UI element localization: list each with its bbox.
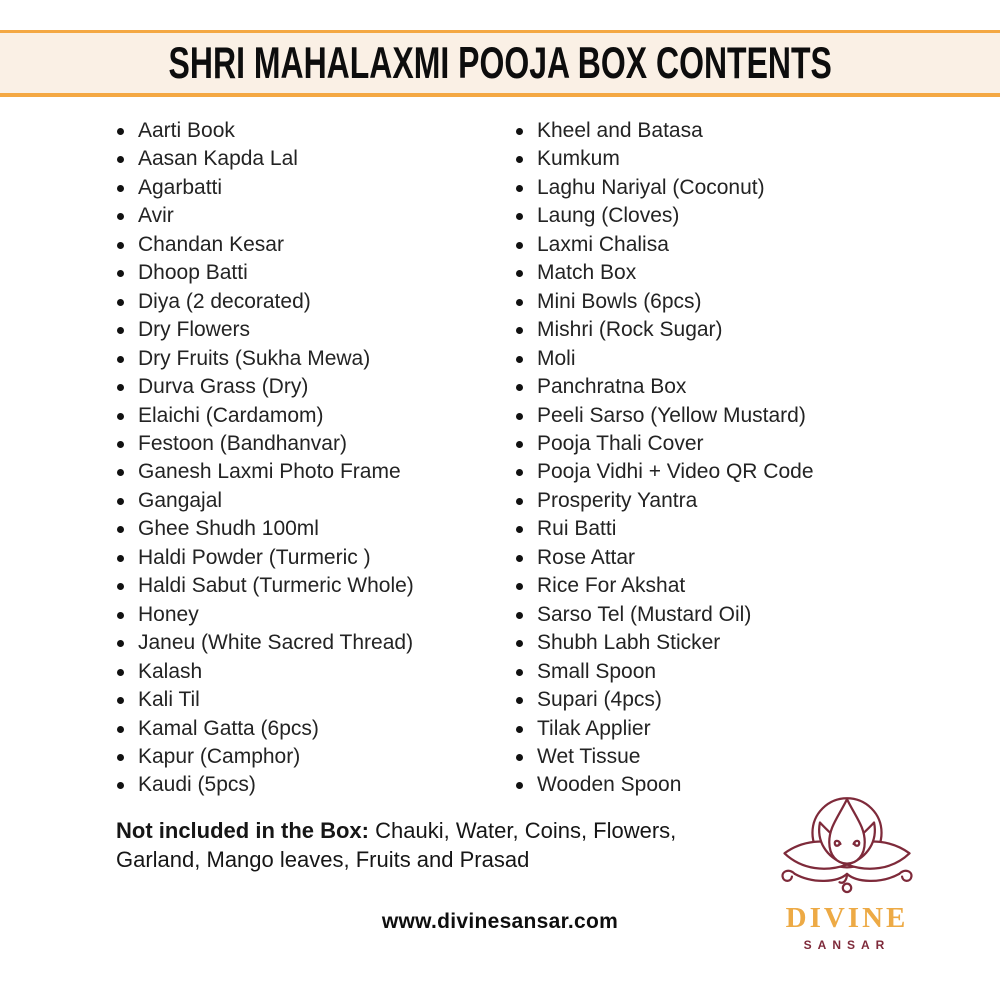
list-item: Aasan Kapda Lal bbox=[115, 145, 510, 173]
list-item: Pooja Thali Cover bbox=[514, 430, 914, 458]
not-included-note bbox=[116, 816, 728, 874]
list-item: Tilak Applier bbox=[514, 715, 914, 743]
list-item: Laghu Nariyal (Coconut) bbox=[514, 174, 914, 202]
list-item: Festoon (Bandhanvar) bbox=[115, 430, 510, 458]
list-item: Dry Flowers bbox=[115, 316, 510, 344]
list-item: Durva Grass (Dry) bbox=[115, 373, 510, 401]
list-item: Gangajal bbox=[115, 487, 510, 515]
list-item: Dhoop Batti bbox=[115, 259, 510, 287]
list-item: Kalash bbox=[115, 658, 510, 686]
list-item: Haldi Sabut (Turmeric Whole) bbox=[115, 572, 510, 600]
list-item: Kali Til bbox=[115, 686, 510, 714]
list-item: Mishri (Rock Sugar) bbox=[514, 316, 914, 344]
list-item: Shubh Labh Sticker bbox=[514, 629, 914, 657]
list-item: Rui Batti bbox=[514, 515, 914, 543]
list-item: Janeu (White Sacred Thread) bbox=[115, 629, 510, 657]
note-label: Not included in the Box: bbox=[116, 818, 369, 843]
list-item: Dry Fruits (Sukha Mewa) bbox=[115, 345, 510, 373]
list-item: Avir bbox=[115, 202, 510, 230]
list-item: Agarbatti bbox=[115, 174, 510, 202]
contents-list-left bbox=[115, 117, 510, 800]
list-item: Small Spoon bbox=[514, 658, 914, 686]
list-item: Diya (2 decorated) bbox=[115, 288, 510, 316]
list-item: Kumkum bbox=[514, 145, 914, 173]
list-item: Laxmi Chalisa bbox=[514, 231, 914, 259]
list-item: Kapur (Camphor) bbox=[115, 743, 510, 771]
list-item: Aarti Book bbox=[115, 117, 510, 145]
list-item: Kheel and Batasa bbox=[514, 117, 914, 145]
list-item: Peeli Sarso (Yellow Mustard) bbox=[514, 402, 914, 430]
list-item: Haldi Powder (Turmeric ) bbox=[115, 544, 510, 572]
list-item: Sarso Tel (Mustard Oil) bbox=[514, 601, 914, 629]
brand-name: DIVINE bbox=[785, 902, 909, 934]
page-title: SHRI MAHALAXMI POOJA BOX CONTENTS bbox=[168, 37, 832, 88]
list-item: Rice For Akshat bbox=[514, 572, 914, 600]
list-item: Pooja Vidhi + Video QR Code bbox=[514, 458, 914, 486]
website-url: www.divinesansar.com bbox=[381, 910, 619, 933]
contents-list-right bbox=[514, 117, 914, 800]
list-item: Prosperity Yantra bbox=[514, 487, 914, 515]
list-item: Panchratna Box bbox=[514, 373, 914, 401]
list-item: Laung (Cloves) bbox=[514, 202, 914, 230]
header-band bbox=[0, 30, 1000, 97]
brand-subname: SANSAR bbox=[803, 938, 891, 952]
list-item: Rose Attar bbox=[514, 544, 914, 572]
list-item: Ganesh Laxmi Photo Frame bbox=[115, 458, 510, 486]
list-item: Match Box bbox=[514, 259, 914, 287]
list-item: Supari (4pcs) bbox=[514, 686, 914, 714]
lotus-icon bbox=[768, 788, 926, 900]
list-item: Moli bbox=[514, 345, 914, 373]
list-item: Chandan Kesar bbox=[115, 231, 510, 259]
list-item: Kamal Gatta (6pcs) bbox=[115, 715, 510, 743]
list-item: Kaudi (5pcs) bbox=[115, 771, 510, 799]
list-item: Honey bbox=[115, 601, 510, 629]
note-text: Chauki, Water, Coins, Flowers, Garland, Mango leaves, Fruits and Prasad bbox=[116, 818, 677, 872]
list-item: Mini Bowls (6pcs) bbox=[514, 288, 914, 316]
list-item: Wooden Spoon bbox=[514, 771, 914, 799]
brand-logo bbox=[768, 788, 926, 952]
list-item: Elaichi (Cardamom) bbox=[115, 402, 510, 430]
list-item: Ghee Shudh 100ml bbox=[115, 515, 510, 543]
list-item: Wet Tissue bbox=[514, 743, 914, 771]
